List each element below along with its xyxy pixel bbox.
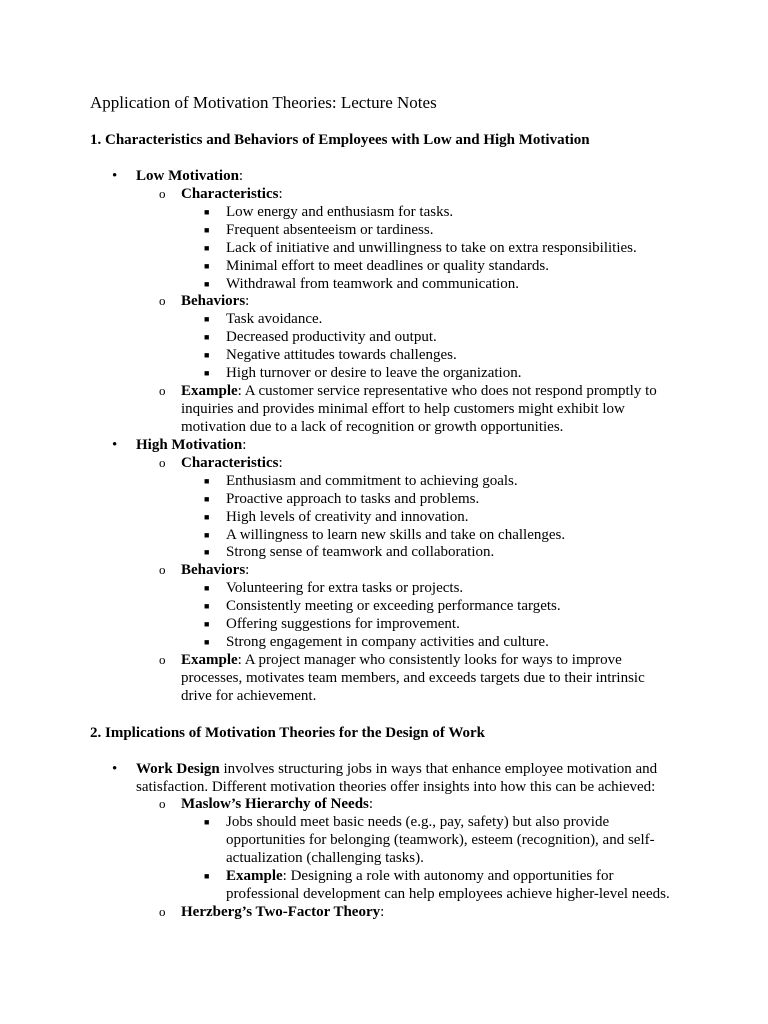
example-label: Example xyxy=(181,652,238,668)
work-design-line: satisfaction. Different motivation theories offer insights into how this can be achieved: xyxy=(136,779,656,795)
square-bullet: ■ xyxy=(204,350,210,360)
high-example-line: Example: A project manager who consistently looks for ways to improve xyxy=(181,652,622,668)
disc-bullet: • xyxy=(112,437,118,453)
circle-bullet: o xyxy=(159,383,166,398)
maslow-example-line: Example: Designing a role with autonomy and opportunities for xyxy=(226,868,614,884)
list-item: Withdrawal from teamwork and communication. xyxy=(226,276,520,292)
work-design-line: Work Design involves structuring jobs in ways that enhance employee motivation and xyxy=(136,761,658,777)
square-bullet: ■ xyxy=(204,547,210,557)
maslow-bullet-line: opportunities for belonging (teamwork), esteem (recognition), and self- xyxy=(226,832,655,848)
characteristics-label: Characteristics xyxy=(181,186,279,202)
square-bullet: ■ xyxy=(204,583,210,593)
high-motivation-item: High Motivation: xyxy=(136,437,247,453)
example-label: Example xyxy=(181,383,238,399)
square-bullet: ■ xyxy=(204,512,210,522)
square-bullet: ■ xyxy=(204,332,210,342)
circle-bullet: o xyxy=(159,455,166,470)
square-bullet: ■ xyxy=(204,243,210,253)
square-bullet: ■ xyxy=(204,368,210,378)
characteristics-label: Characteristics xyxy=(181,455,279,471)
list-item: High turnover or desire to leave the organization. xyxy=(226,365,522,381)
low-example-line: inquiries and provides minimal effort to help customers might exhibit low xyxy=(181,401,625,417)
square-bullet: ■ xyxy=(204,476,210,486)
circle-bullet: o xyxy=(159,652,166,667)
list-item: Offering suggestions for improvement. xyxy=(226,616,460,632)
low-motivation-item: Low Motivation: xyxy=(136,168,244,184)
low-example-line: motivation due to a lack of recognition or growth opportunities. xyxy=(181,419,564,435)
square-bullet: ■ xyxy=(204,207,210,217)
section-1-heading: 1. Characteristics and Behaviors of Employees with Low and High Motivation xyxy=(90,132,590,148)
square-bullet: ■ xyxy=(204,817,210,827)
list-item: Low energy and enthusiasm for tasks. xyxy=(226,204,454,220)
square-bullet: ■ xyxy=(204,494,210,504)
list-item: Lack of initiative and unwillingness to take on extra responsibilities. xyxy=(226,240,637,256)
circle-bullet: o xyxy=(159,293,166,308)
behaviors-label: Behaviors xyxy=(181,562,246,578)
maslow-label: Maslow’s Hierarchy of Needs xyxy=(181,796,369,812)
high-characteristics-item: Characteristics: xyxy=(181,455,283,471)
circle-bullet: o xyxy=(159,186,166,201)
square-bullet: ■ xyxy=(204,871,210,881)
maslow-item: Maslow’s Hierarchy of Needs: xyxy=(181,796,374,812)
list-item: Enthusiasm and commitment to achieving goals. xyxy=(226,473,518,489)
list-item: A willingness to learn new skills and take on challenges. xyxy=(226,527,566,543)
maslow-bullet-line: Jobs should meet basic needs (e.g., pay, safety) but also provide xyxy=(226,814,610,830)
square-bullet: ■ xyxy=(204,314,210,324)
square-bullet: ■ xyxy=(204,261,210,271)
square-bullet: ■ xyxy=(204,619,210,629)
list-item: Negative attitudes towards challenges. xyxy=(226,347,457,363)
high-example-line: drive for achievement. xyxy=(181,688,317,704)
disc-bullet: • xyxy=(112,761,118,777)
low-example-line: Example: A customer service representative who does not respond promptly to xyxy=(181,383,657,399)
circle-bullet: o xyxy=(159,904,166,919)
high-motivation-label: High Motivation xyxy=(136,437,243,453)
list-item: Frequent absenteeism or tardiness. xyxy=(226,222,434,238)
list-item: Strong sense of teamwork and collaboration. xyxy=(226,544,495,560)
high-behaviors-item: Behaviors: xyxy=(181,562,250,578)
square-bullet: ■ xyxy=(204,637,210,647)
list-item: Minimal effort to meet deadlines or quality standards. xyxy=(226,258,549,274)
document-title: Application of Motivation Theories: Lecture Notes xyxy=(90,93,437,112)
high-example-line: processes, motivates team members, and exceeds targets due to their intrinsic xyxy=(181,670,645,686)
maslow-bullet-line: actualization (challenging tasks). xyxy=(226,850,424,866)
behaviors-label: Behaviors xyxy=(181,293,246,309)
square-bullet: ■ xyxy=(204,279,210,289)
square-bullet: ■ xyxy=(204,225,210,235)
maslow-example-line: professional development can help employees achieve higher-level needs. xyxy=(226,886,670,902)
disc-bullet: • xyxy=(112,168,118,184)
low-behaviors-item: Behaviors: xyxy=(181,293,250,309)
herzberg-item: Herzberg’s Two-Factor Theory: xyxy=(181,904,385,920)
square-bullet: ■ xyxy=(204,530,210,540)
work-design-label: Work Design xyxy=(136,761,220,777)
list-item: Volunteering for extra tasks or projects. xyxy=(226,580,464,596)
list-item: Strong engagement in company activities and culture. xyxy=(226,634,549,650)
list-item: Task avoidance. xyxy=(226,311,323,327)
example-label: Example xyxy=(226,868,283,884)
list-item: Proactive approach to tasks and problems. xyxy=(226,491,480,507)
list-item: Consistently meeting or exceeding performance targets. xyxy=(226,598,561,614)
low-characteristics-item: Characteristics: xyxy=(181,186,283,202)
section-2-heading: 2. Implications of Motivation Theories for the Design of Work xyxy=(90,725,485,741)
circle-bullet: o xyxy=(159,796,166,811)
square-bullet: ■ xyxy=(204,601,210,611)
list-item: High levels of creativity and innovation. xyxy=(226,509,469,525)
low-motivation-label: Low Motivation xyxy=(136,168,239,184)
circle-bullet: o xyxy=(159,562,166,577)
herzberg-label: Herzberg’s Two-Factor Theory xyxy=(181,904,381,920)
list-item: Decreased productivity and output. xyxy=(226,329,437,345)
